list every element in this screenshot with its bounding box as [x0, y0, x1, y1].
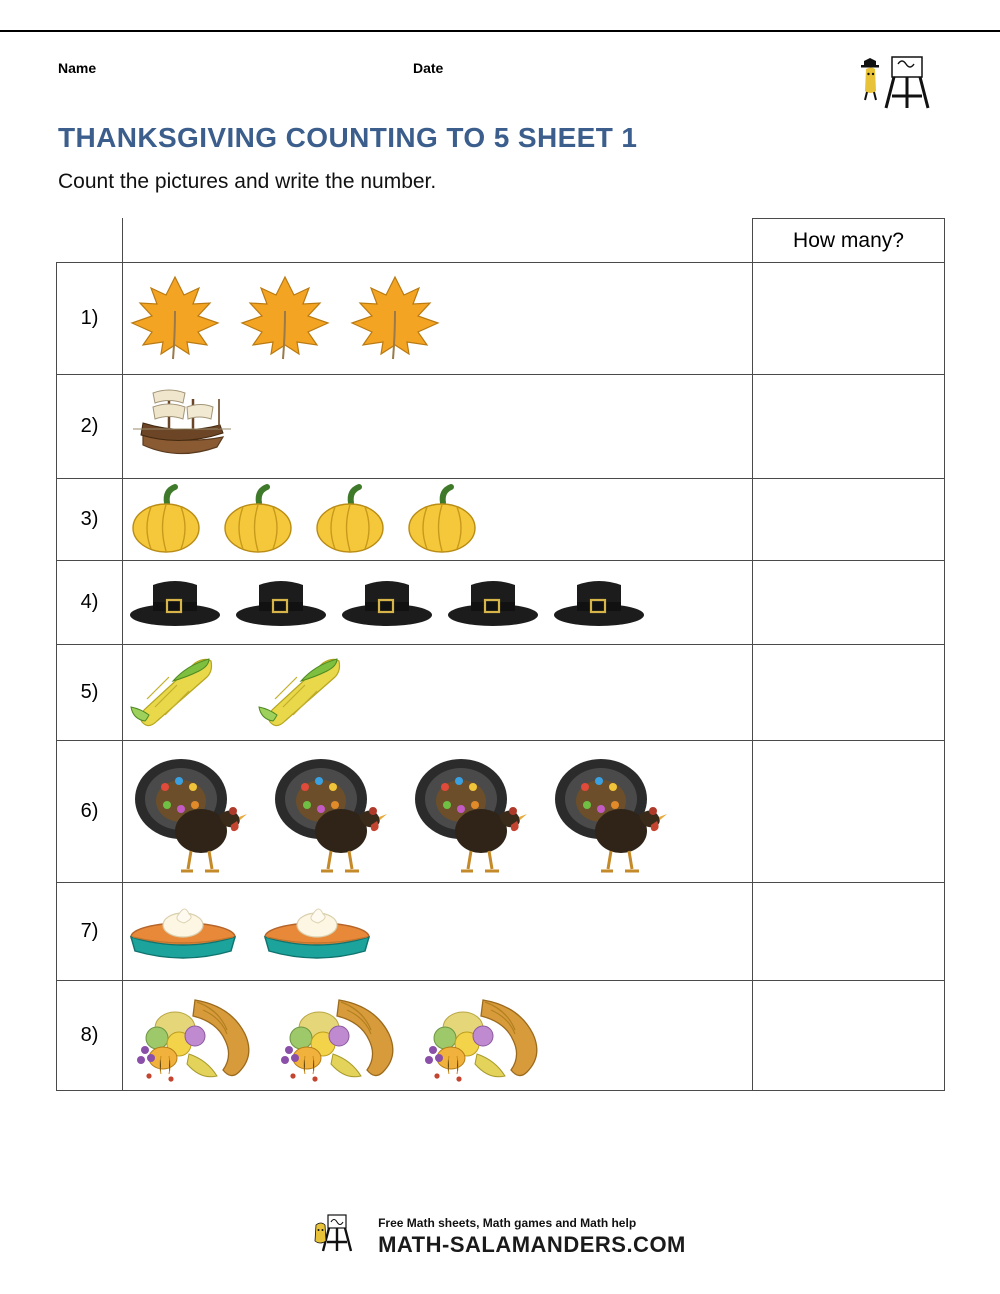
row-number: 3): [57, 479, 123, 561]
instructions: Count the pictures and write the number.: [58, 170, 437, 193]
turkey-icon: [123, 747, 263, 877]
row-number: 8): [57, 981, 123, 1091]
footer-tagline: Free Math sheets, Math games and Math help: [378, 1215, 637, 1230]
row-number: 4): [57, 561, 123, 645]
header-blank-number: [57, 219, 123, 263]
turkey-icon: [403, 747, 543, 877]
pilgrim-hat-icon: [123, 569, 227, 637]
answer-cell[interactable]: [753, 741, 945, 883]
answer-cell[interactable]: [753, 479, 945, 561]
page-title: THANKSGIVING COUNTING TO 5 SHEET 1: [58, 122, 638, 153]
table-header-row: [57, 219, 945, 263]
table-row: [57, 561, 945, 645]
row-pictures: [123, 741, 753, 883]
header-blank-pictures: [123, 219, 753, 263]
counting-table: [56, 218, 945, 1091]
table-row: [57, 981, 945, 1091]
table-row: [57, 375, 945, 479]
row-pictures: [123, 883, 753, 981]
mayflower-ship-icon: [123, 379, 243, 475]
row-pictures: [123, 375, 753, 479]
table-row: [57, 479, 945, 561]
footer: [0, 1213, 1000, 1260]
maple-leaf-icon: [123, 271, 227, 367]
cornucopia-icon: [123, 984, 263, 1088]
row-pictures: [123, 561, 753, 645]
pumpkin-icon: [123, 483, 209, 557]
header-how-many: How many?: [753, 219, 945, 263]
row-number: 7): [57, 883, 123, 981]
table-row: [57, 645, 945, 741]
row-pictures: [123, 645, 753, 741]
row-number: 2): [57, 375, 123, 479]
top-divider: [0, 30, 1000, 32]
corn-cob-icon: [251, 651, 361, 735]
row-number: 1): [57, 263, 123, 375]
corn-cob-icon: [123, 651, 233, 735]
maple-leaf-icon: [233, 271, 337, 367]
cornucopia-icon: [411, 984, 551, 1088]
pumpkin-pie-icon: [257, 891, 377, 973]
answer-cell[interactable]: [753, 981, 945, 1091]
pilgrim-hat-icon: [547, 569, 651, 637]
math-salamanders-turkey-logo-icon: [858, 52, 948, 112]
answer-cell[interactable]: [753, 645, 945, 741]
turkey-icon: [543, 747, 683, 877]
table-row: [57, 741, 945, 883]
maple-leaf-icon: [343, 271, 447, 367]
answer-cell[interactable]: [753, 263, 945, 375]
pumpkin-pie-icon: [123, 891, 243, 973]
footer-brand[interactable]: MATH-SALAMANDERS.COM: [378, 1231, 686, 1257]
row-pictures: [123, 981, 753, 1091]
row-number: 6): [57, 741, 123, 883]
name-label: Name: [58, 60, 97, 76]
answer-cell[interactable]: [753, 561, 945, 645]
answer-cell[interactable]: [753, 375, 945, 479]
row-pictures: [123, 263, 753, 375]
pumpkin-icon: [399, 483, 485, 557]
answer-cell[interactable]: [753, 883, 945, 981]
row-pictures: [123, 479, 753, 561]
cornucopia-icon: [267, 984, 407, 1088]
pilgrim-hat-icon: [441, 569, 545, 637]
pilgrim-hat-icon: [335, 569, 439, 637]
date-label: Date: [413, 60, 444, 76]
pilgrim-hat-icon: [229, 569, 333, 637]
table-row: [57, 263, 945, 375]
turkey-icon: [263, 747, 403, 877]
row-number: 5): [57, 645, 123, 741]
pumpkin-icon: [215, 483, 301, 557]
math-salamanders-logo-icon: [314, 1213, 370, 1260]
table-row: [57, 883, 945, 981]
pumpkin-icon: [307, 483, 393, 557]
